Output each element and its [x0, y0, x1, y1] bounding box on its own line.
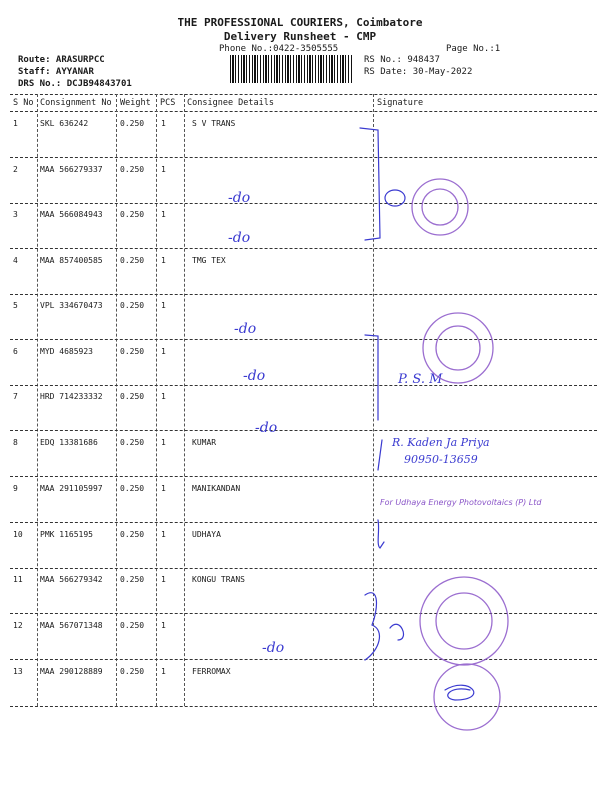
signature-scribble — [390, 624, 403, 640]
col-header-consignee: Consignee Details — [187, 98, 274, 108]
row-weight: 0.250 — [120, 119, 145, 128]
bracket-mark — [365, 593, 379, 660]
drs-number: DRS No.: DCJB94843701 — [18, 79, 132, 89]
row-consignee: TMG TEX — [192, 256, 226, 265]
row-pcs: 1 — [161, 347, 166, 356]
row-sno: 6 — [13, 347, 18, 356]
company-stamp — [436, 326, 480, 370]
row-pcs: 1 — [161, 210, 166, 219]
row-consignment: MYD 4685923 — [40, 347, 93, 356]
ditto-mark: -do — [228, 230, 251, 246]
row-sno: 13 — [13, 667, 23, 676]
row-pcs: 1 — [161, 575, 166, 584]
row-consignment: EDQ 13381686 — [40, 438, 98, 447]
row-weight: 0.250 — [120, 530, 145, 539]
row-weight: 0.250 — [120, 438, 145, 447]
staff: Staff: AYYANAR — [18, 67, 94, 77]
page-number: Page No.:1 — [446, 44, 501, 54]
row-consignee: KUMAR — [192, 438, 217, 447]
signature-name: R. Kaden Ja Priya — [392, 436, 490, 449]
row-consignment: MAA 857400585 — [40, 256, 103, 265]
row-sno: 7 — [13, 392, 18, 401]
row-sno: 10 — [13, 530, 23, 539]
row-consignment: MAA 566279342 — [40, 575, 103, 584]
row-pcs: 1 — [161, 484, 166, 493]
row-consignment: MAA 566084943 — [40, 210, 103, 219]
signature-loop — [385, 190, 405, 206]
row-weight: 0.250 — [120, 392, 145, 401]
row-pcs: 1 — [161, 301, 166, 310]
row-weight: 0.250 — [120, 347, 145, 356]
row-pcs: 1 — [161, 438, 166, 447]
row-consignee: MANIKANDAN — [192, 484, 241, 493]
row-pcs: 1 — [161, 621, 166, 630]
col-header-pcs: PCS — [160, 98, 176, 108]
row-sno: 1 — [13, 119, 18, 128]
col-header-weight: Weight — [120, 98, 151, 108]
row-consignment: MAA 567071348 — [40, 621, 103, 630]
ditto-mark: -do — [228, 190, 251, 206]
row-weight: 0.250 — [120, 210, 145, 219]
row-pcs: 1 — [161, 392, 166, 401]
col-header-consignment: Consignment No — [40, 98, 112, 108]
row-sno: 5 — [13, 301, 18, 310]
ditto-mark: -do — [243, 368, 266, 384]
row-consignee: FERROMAX — [192, 667, 231, 676]
col-header-sno: S No — [13, 98, 34, 108]
rs-number: RS No.: 948437 — [364, 55, 440, 65]
row-consignment: SKL 636242 — [40, 119, 89, 128]
col-header-signature: Signature — [377, 98, 424, 108]
row-consignee: KONGU TRANS — [192, 575, 245, 584]
row-weight: 0.250 — [120, 301, 145, 310]
document-title: Delivery Runsheet - CMP — [223, 30, 377, 43]
row-sno: 8 — [13, 438, 18, 447]
row-consignment: MAA 290128889 — [40, 667, 103, 676]
row-weight: 0.250 — [120, 575, 145, 584]
row-weight: 0.250 — [120, 256, 145, 265]
row-weight: 0.250 — [120, 621, 145, 630]
company-name: THE PROFESSIONAL COURIERS, Coimbatore — [177, 16, 423, 29]
row-sno: 2 — [13, 165, 18, 174]
rs-date: RS Date: 30-May-2022 — [364, 67, 473, 77]
row-weight: 0.250 — [120, 165, 145, 174]
company-stamp-text: For Udhaya Energy Photovoltaics (P) Ltd — [380, 498, 542, 507]
row-consignment: HRD 714233332 — [40, 392, 103, 401]
row-pcs: 1 — [161, 667, 166, 676]
ditto-mark: -do — [234, 321, 257, 337]
row-pcs: 1 — [161, 165, 166, 174]
bracket-mark — [365, 335, 378, 420]
row-weight: 0.250 — [120, 667, 145, 676]
row-consignment: MAA 566279337 — [40, 165, 103, 174]
bracket-mark — [378, 440, 382, 470]
row-pcs: 1 — [161, 119, 166, 128]
row-consignment: PMK 1165195 — [40, 530, 93, 539]
row-pcs: 1 — [161, 256, 166, 265]
row-pcs: 1 — [161, 530, 166, 539]
phone-number: Phone No.:0422-3505555 — [219, 44, 339, 54]
row-sno: 12 — [13, 621, 23, 630]
company-stamp — [422, 189, 458, 225]
bracket-mark — [360, 128, 380, 240]
company-stamp — [420, 577, 508, 665]
row-sno: 4 — [13, 256, 18, 265]
row-consignment: MAA 291105997 — [40, 484, 103, 493]
row-consignment: VPL 334670473 — [40, 301, 103, 310]
ditto-mark: -do — [262, 640, 285, 656]
company-stamp — [436, 593, 492, 649]
signature-initials: P. S. M — [398, 372, 443, 387]
route: Route: ARASURPCC — [18, 55, 105, 65]
company-stamp — [423, 313, 493, 383]
row-consignee: UDHAYA — [192, 530, 221, 539]
signature-scribble — [445, 685, 474, 700]
company-stamp — [412, 179, 468, 235]
ditto-mark: -do — [255, 420, 278, 436]
row-weight: 0.250 — [120, 484, 145, 493]
row-sno: 9 — [13, 484, 18, 493]
row-consignee: S V TRANS — [192, 119, 236, 128]
signature-phone: 90950-13659 — [404, 453, 478, 466]
row-sno: 11 — [13, 575, 23, 584]
company-stamp — [434, 664, 500, 730]
check-mark — [378, 520, 384, 548]
row-sno: 3 — [13, 210, 18, 219]
